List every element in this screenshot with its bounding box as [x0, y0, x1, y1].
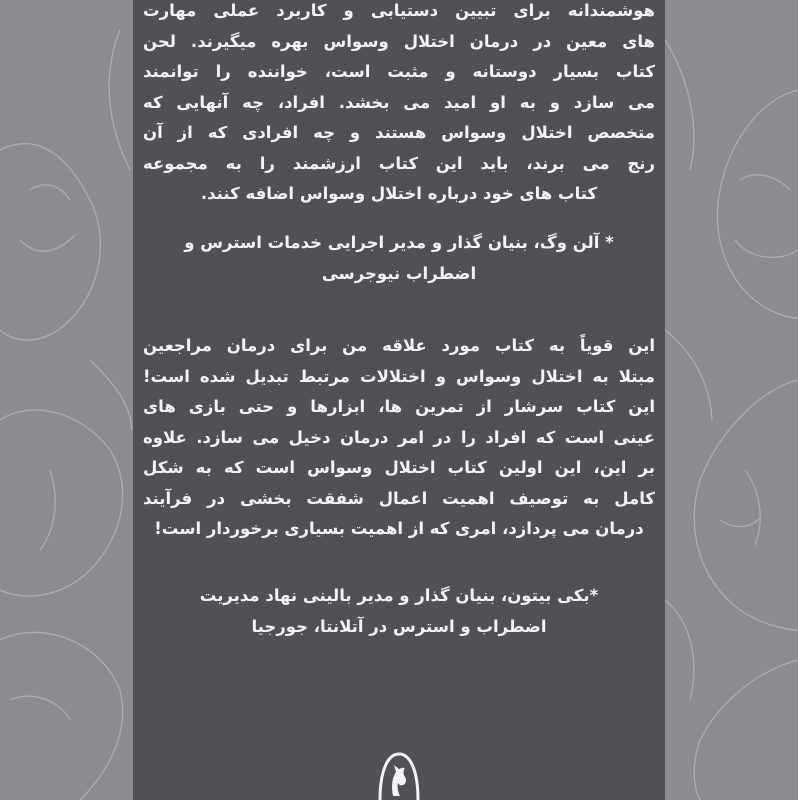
attribution-1-line: اضطراب نیوجرسی — [321, 263, 477, 283]
review-2-line: بر این، این اولین کتاب اختلال وسواس است که به شکل — [143, 458, 655, 477]
review-2-line: مبتلا به اختلال وسواس و اختلالات مرتبط تبدیل شده است! — [143, 366, 655, 386]
attribution-2-line: اضطراب و استرس در آتلانتا، جورجیا — [251, 616, 547, 636]
review-1-line: کتاب های خود درباره اختلال وسواس اضافه کنند. — [200, 184, 598, 203]
review-2-line: کامل به توصیف اهمیت اعمال شفقت بخشی در فرآیند — [143, 488, 655, 508]
review-2-line: عینی است که افراد را در امر درمان دخیل می سازد. علاوه — [143, 427, 655, 447]
attribution-1 — [143, 228, 655, 289]
review-1-line: های معین در درمان اختلال وسواس بهره میگیرند. لحن — [143, 31, 655, 51]
review-1-line: رنج می برند، باید این کتاب ارزشمند را به مجموعه — [143, 153, 655, 173]
attribution-2-line: *بکی بیتون، بنیان گذار و مدیر بالینی نهاد مدیریت — [199, 586, 599, 605]
review-1-line: هوشمندانه برای تبیین دستیابی و کاربرد عملی مهارت — [143, 1, 655, 20]
review-1-line: کتاب بسیار دوستانه و مثبت است، خواننده را توانمند — [143, 62, 655, 81]
review-1-line: می سازد و به او امید می بخشد. افراد، چه آنهایی که — [143, 92, 655, 112]
review-2-line: درمان می پردازد، امری که از اهمیت بسیاری برخوردار است! — [154, 519, 644, 538]
attribution-2 — [143, 581, 655, 642]
review-1 — [143, 0, 655, 210]
review-2-line: این کتاب سرشار از تمرین ها، ابزارها و حتی بازی های — [143, 397, 655, 416]
review-1-line: متخصص اختلال وسواس هستند و چه افرادی که از آن — [143, 123, 655, 142]
text-panel — [133, 0, 665, 800]
review-2 — [143, 331, 655, 545]
horse-head-icon — [376, 750, 422, 800]
review-2-line: این قویاً به کتاب مورد علاقه من برای درمان مراجعین — [143, 336, 655, 355]
attribution-1-line: * آلن وگ، بنیان گذار و مدیر اجرایی خدمات استرس و — [184, 233, 614, 252]
